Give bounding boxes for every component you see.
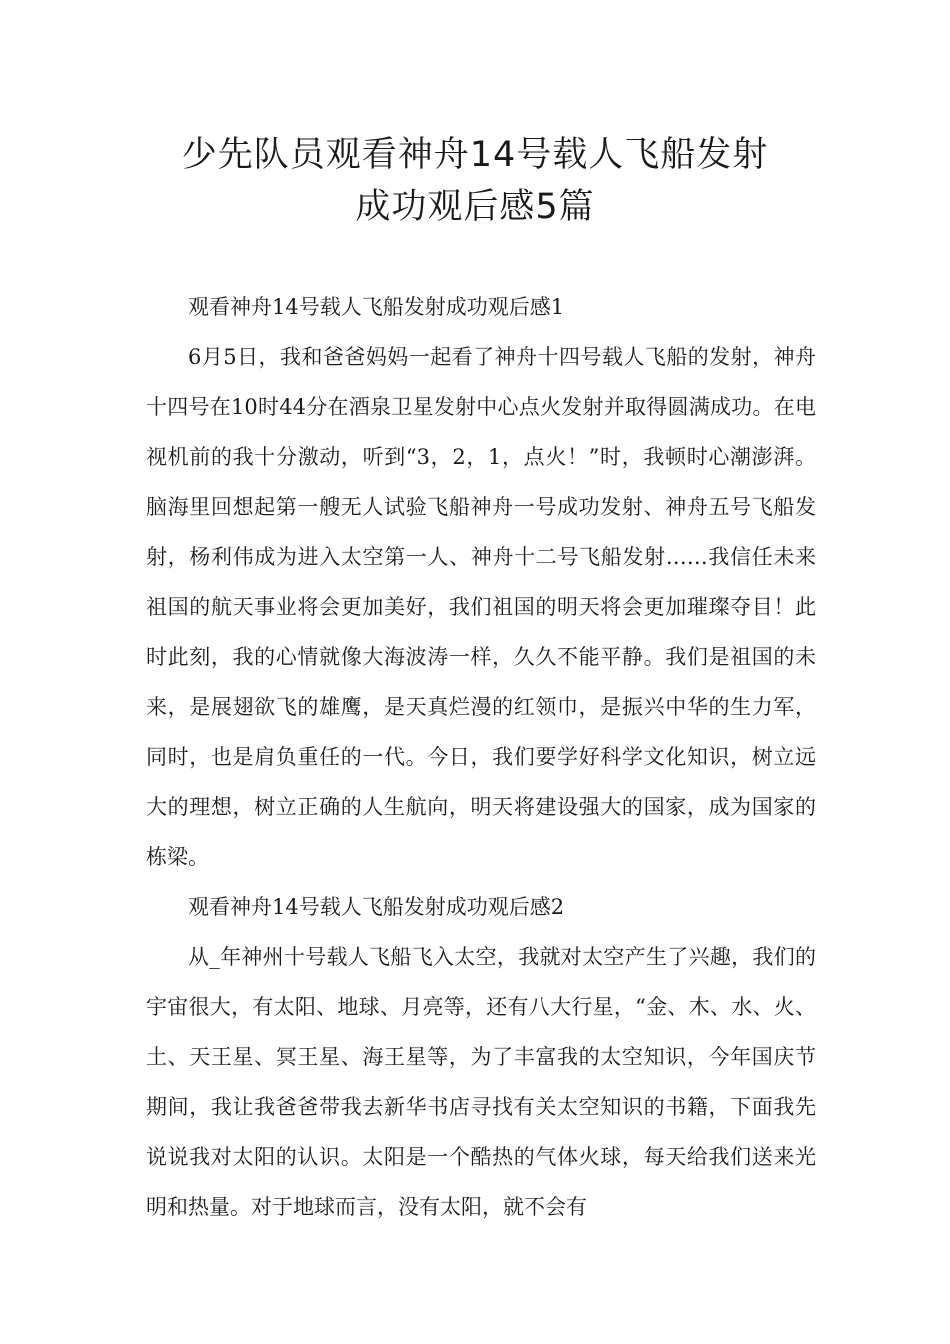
section-heading-1: 观看神舟14号载人飞船发射成功观后感1 [188,295,565,319]
section-heading-2: 观看神舟14号载人飞船发射成功观后感2 [188,895,565,919]
section-paragraph-1: 6月5日，我和爸爸妈妈一起看了神舟十四号载人飞船的发射，神舟十四号在10时44分在酒泉卫星发射中心点火发射并取得圆满成功。在电视机前的我十分激动，听到“3，2，1，点火！”时，我顿时心潮澎湃。脑海里回想起第一艘无人试验飞船神舟一号成功发射、神舟五号飞船发射，杨利伟成为进入太空第一人、神舟十二号飞船发射……我信任未来祖国的航天事业将会更加美好，我们祖国的明天将会更加璀璨夺目！此时此刻，我的心情就像大海波涛一样，久久不能平静。我们是祖国的未来，是展翅欲飞的雄鹰，是天真烂漫的红领巾，是振兴中华的生力军，同时，也是肩负重任的一代。今日，我们要学好科学文化知识，树立远大的理想，树立正确的人生航向，明天将建设强大的国家，成为国家的栋梁。 [146,345,816,869]
document-title-line-1: 少先队员观看神舟14号载人飞船发射 [181,135,769,175]
document-title-line-2: 成功观后感5篇 [355,187,595,227]
section-paragraph-2: 从_年神州十号载人飞船飞入太空，我就对太空产生了兴趣，我们的宇宙很大，有太阳、地球、月亮等，还有八大行星，“金、木、水、火、土、天王星、冥王星、海王星等，为了丰富我的太空知识，今年国庆节期间，我让我爸爸带我去新华书店寻找有关太空知识的书籍，下面我先说说我对太阳的认识。太阳是一个酷热的气体火球，每天给我们送来光明和热量。对于地球而言，没有太阳，就不会有 [146,945,816,1219]
document-body [146,282,816,1232]
